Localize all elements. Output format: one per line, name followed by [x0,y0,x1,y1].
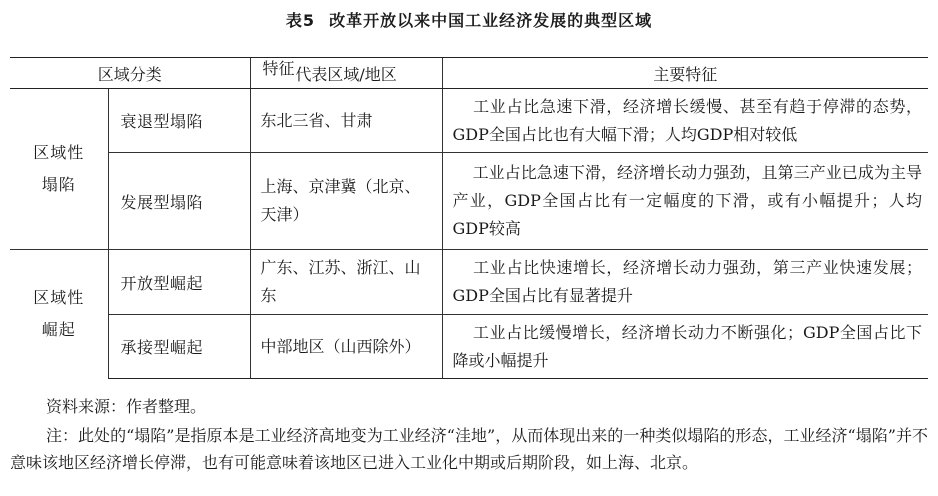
areas-cell: 中部地区（山西除外） [250,315,442,379]
table-row [10,315,928,379]
features-text: 工业占比快速增长，经济增长动力强劲，第三产业快速发展；GDP全国占比有显著提升 [452,258,923,305]
areas-cell: 上海、京津冀（北京、天津） [250,153,442,250]
type-cell: 承接型崛起 [108,315,250,379]
features-text: 工业占比急速下滑，经济增长缓慢、甚至有趋于停滞的态势，GDP全国占比也有大幅下滑；人均GDP相对较低 [452,96,923,144]
header-representative [250,58,442,89]
footnote: 注：此处的“塌陷”是指原本是工业经济高地变为工业经济“洼地”，从而体现出来的一种类似塌陷的形态，工业经济“塌陷”并不意味该地区经济增长停滞，也有可能意味着该地区已进入工业化中期或后期阶段，如上海、北京。 [10,426,928,472]
type-cell: 发展型塌陷 [108,153,250,250]
source-note: 资料来源：作者整理。 [46,397,207,416]
features-cell [442,89,928,153]
region-rise [10,250,108,379]
header-representative-label: 代表区域/地区 [295,64,397,84]
features-cell [442,153,928,250]
type-cell: 开放型崛起 [108,250,250,315]
areas-cell: 东北三省、甘肃 [250,89,442,153]
header-classification: 区域分类 [10,58,250,89]
table-title: 改革开放以来中国工业经济发展的典型区域 [329,11,653,30]
region-line: 区域性 [33,143,85,162]
features-cell [442,315,928,379]
header-features: 主要特征 [442,58,928,89]
table-row [10,89,928,153]
features-text: 工业占比急速下滑，经济增长动力强劲，且第三产业已成为主导产业，GDP全国占比有一定幅度的下滑，或有小幅提升；人均GDP较高 [452,163,923,238]
table-number: 表5 [285,11,316,30]
region-line: 崛起 [41,320,76,340]
region-line: 区域性 [33,288,85,308]
table-row [10,250,928,315]
areas-cell: 广东、江苏、浙江、山东 [250,250,442,315]
table-caption [0,8,938,31]
table-row [10,153,928,250]
table-header-row [10,58,928,89]
region-collapse [10,89,108,250]
type-cell: 衰退型塌陷 [108,89,250,153]
features-cell [442,250,928,315]
header-stray-text: 特征 [262,59,295,78]
features-text: 工业占比缓慢增长，经济增长动力不断强化；GDP全国占比下降或小幅提升 [452,322,923,370]
regions-table [10,57,928,379]
region-line: 塌陷 [41,175,76,194]
